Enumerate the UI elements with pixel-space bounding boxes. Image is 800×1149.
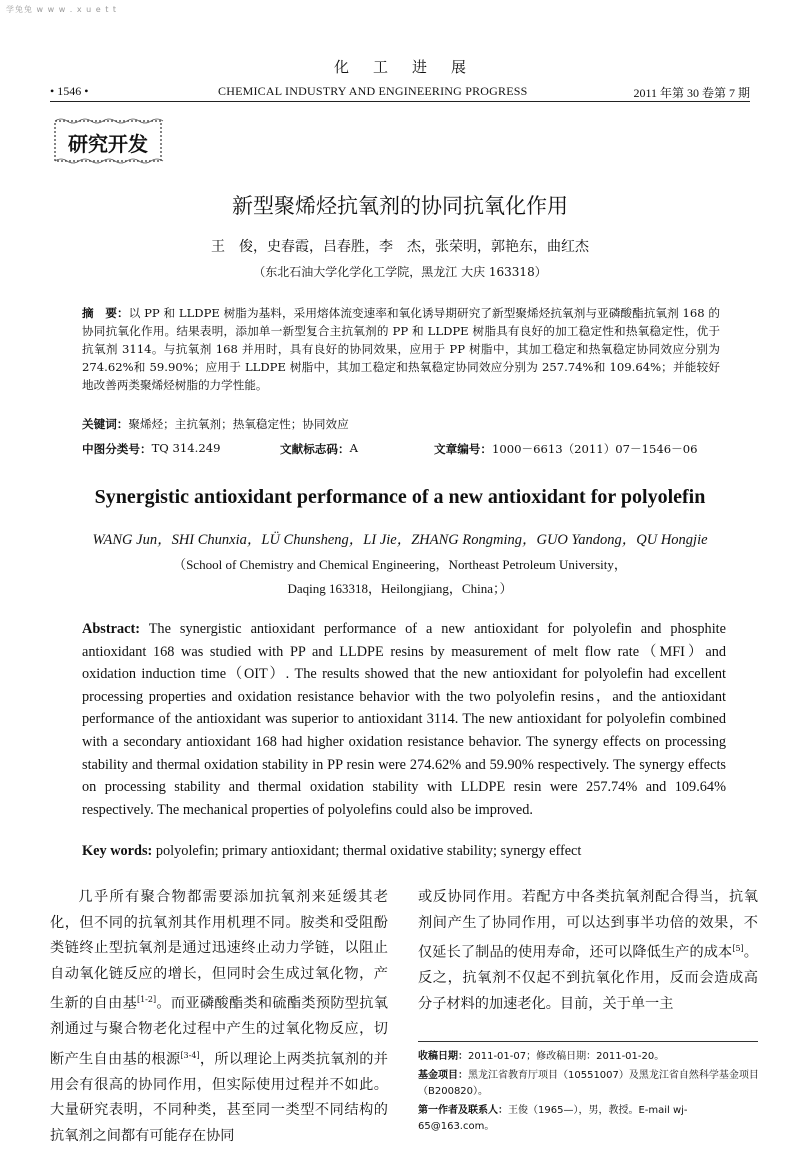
citation: [5] bbox=[732, 944, 744, 953]
abstract-cn bbox=[82, 304, 720, 394]
footnote-label: 第一作者及联系人： bbox=[418, 1105, 508, 1116]
doc-code-value: A bbox=[349, 441, 358, 455]
affiliation-cn: （东北石油大学化学化工学院，黑龙江 大庆 163318） bbox=[253, 265, 547, 279]
footnote-fund bbox=[418, 1068, 763, 1100]
issue-info: 2011 年第 30 卷第 7 期 bbox=[633, 86, 750, 100]
keywords-en bbox=[82, 843, 726, 860]
footnote-dates bbox=[418, 1049, 763, 1065]
keywords-text-cn: 聚烯烃；主抗氧剂；热氧稳定性；协同效应 bbox=[128, 417, 349, 431]
clc-value: TQ 314.249 bbox=[151, 441, 221, 455]
body-text: 或反协同作用。若配方中各类抗氧剂配合得当，抗氧剂间产生了协同作用，可以达到事半功倍的效果，不仅延长了制品的使用寿命，还可以降低生产的成本 bbox=[418, 889, 758, 961]
authors-cn: 王 俊，史春霞，吕春胜，李 杰，张荣明，郭艳东，曲红杰 bbox=[211, 239, 589, 255]
footnote-text: 黑龙江省教育厅项目（10551007）及黑龙江省自然科学基金项目（B200820）。 bbox=[418, 1070, 759, 1097]
body-text: ，所以理论上两类抗氧剂的并用会有很高的协同作用，但实际使用过程并不如此。大量研究表明，不同种类，甚至同一类型不同结构的抗氧剂之间都有可能存在协同 bbox=[50, 1051, 388, 1144]
watermark: 学兔兔 w w w . x u e t t bbox=[6, 5, 118, 14]
keywords-label-en: Key words: bbox=[82, 843, 153, 859]
body-right-column bbox=[418, 885, 758, 1017]
citation: [1-2] bbox=[136, 995, 157, 1004]
footnote-author bbox=[418, 1103, 763, 1135]
section-label: 研究开发 bbox=[68, 132, 148, 156]
affiliation-en-line1: （School of Chemistry and Chemical Engineering，Northeast Petroleum University， bbox=[173, 557, 627, 572]
body-text: 。而亚磷酸酯类和硫酯类预防型抗氧剂通过与聚合物老化过程中产生的过氧化物反应，切断产生自由基的根源 bbox=[50, 995, 388, 1068]
doc-code-label: 文献标志码： bbox=[280, 442, 350, 456]
abstract-label-cn: 摘 要： bbox=[82, 306, 129, 320]
body-left-column bbox=[50, 885, 388, 1149]
abstract-text-en: The synergistic antioxidant performance of a new antioxidant for polyolefin and phosphite antioxidant 168 was studied with PP and LLDPE resins by measurement of melt flow rate（MFI）and oxidation induction time（OIT）. The results showed that the new antioxidant for polyolefin had excellent processing properties and oxidation resistance behavior with the two polyolefin resins，and the antioxidant performance of the antioxidant was superior to antioxidant 3114. The new antioxidant for polyolefin combined with a secondary antioxidant 168 had higher oxidation resistance behavior. The synergy effects on processing stability and thermal oxidation stability in PP resin were 274.62% and 59.90% respectively. The synergy effects on processing stability and thermal oxidation stability with LLDPE resin were 257.74% and 109.64% respectively. The mechanical properties of polyolefins could also be improved. bbox=[82, 621, 726, 818]
article-title-en: Synergistic antioxidant performance of a new antioxidant for polyolefin bbox=[94, 486, 706, 508]
article-no-value: 1000－6613（2011）07－1546－06 bbox=[491, 442, 698, 456]
footnote-text: 王俊（1965—），男，教授。E-mail wj-65@163.com。 bbox=[418, 1105, 688, 1132]
keywords-cn bbox=[82, 416, 349, 432]
article-title-cn: 新型聚烯烃抗氧剂的协同抗氧化作用 bbox=[232, 194, 568, 218]
abstract-text-cn: 以 PP 和 LLDPE 树脂为基料，采用熔体流变速率和氧化诱导期研究了新型聚烯烃抗氧剂与亚磷酸酯抗氧剂 168 的协同抗氧化作用。结果表明，添加单一新型复合主抗氧剂的 PP 和 LLDPE 树脂具有良好的加工稳定性和热氧稳定性，优于抗氧剂 3114。与抗氧剂 168 并用时，具有良好的协同效果，应用于 PP 树脂中，其加工稳定和热氧稳定协同效应分别为 274.62%和 59.90%；应用于 LLDPE 树脂中，其加工稳定和热氧稳定协同效应分别为 257.74%和 109.64%；并能较好地改善两类聚烯烃树脂的力学性能。 bbox=[82, 306, 720, 392]
footnote-label: 基金项目： bbox=[418, 1070, 468, 1081]
running-header bbox=[50, 83, 750, 102]
abstract-en bbox=[82, 618, 726, 821]
journal-title-cn: 化工进展 bbox=[333, 58, 490, 76]
footnote-divider bbox=[418, 1041, 758, 1042]
section-badge bbox=[52, 118, 164, 164]
journal-title-en: CHEMICAL INDUSTRY AND ENGINEERING PROGRESS bbox=[218, 84, 528, 98]
affiliation-en-line2: Daqing 163318，Heilongjiang，China；） bbox=[287, 581, 513, 596]
keywords-text-en: polyolefin; primary antioxidant; thermal oxidative stability; synergy effect bbox=[155, 843, 582, 859]
body-text: 几乎所有聚合物都需要添加抗氧剂来延缓其老化，但不同的抗氧剂其作用机理不同。胺类和受阻酚类链终止型抗氧剂是通过迅速终止动力学链，以阻止自动氧化链反应的增长，但同时会生成过氧化物，产生新的自由基 bbox=[50, 889, 388, 1012]
authors-en: WANG Jun，SHI Chunxia，LÜ Chunsheng，LI Jie，ZHANG Rongming，GUO Yandong，QU Hongjie bbox=[92, 532, 708, 548]
citation: [3-4] bbox=[180, 1050, 200, 1060]
keywords-label-cn: 关键词： bbox=[82, 417, 129, 431]
article-no-label: 文章编号： bbox=[434, 442, 492, 456]
clc-label: 中图分类号： bbox=[82, 442, 152, 456]
body-text: 。反之，抗氧剂不仅起不到抗氧化作用，反而会造成高分子材料的加速老化。目前，关于单一主 bbox=[418, 944, 758, 1012]
page-number: • 1546 • bbox=[50, 84, 89, 98]
footnote-label: 收稿日期： bbox=[418, 1051, 468, 1062]
footnote-text: 2011-01-07；修改稿日期：2011-01-20。 bbox=[468, 1051, 665, 1062]
abstract-label-en: Abstract: bbox=[82, 621, 140, 637]
